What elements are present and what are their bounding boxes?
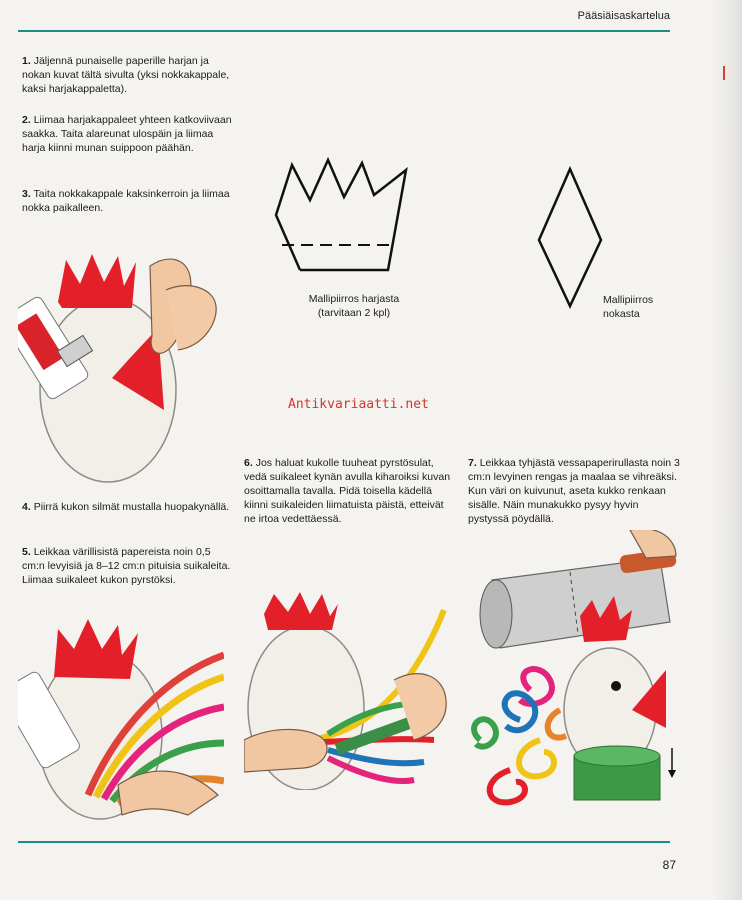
step-3-number: 3. xyxy=(22,188,31,200)
illustration-gluing-comb-and-beak xyxy=(18,250,224,490)
comb-caption-line1: Mallipiirros harjasta xyxy=(308,293,400,305)
step-7-text: Leikkaa tyhjästä vessapaperirullasta noin 3 cm:n levyinen rengas ja maalaa se vihreäksi. Kun väri on kuivunut, aseta kukko renkaan sisälle. Näin munakukko pysyy hyvin pystyssä pöydällä. xyxy=(468,457,680,525)
comb-caption-line2: (tarvitaan 2 kpl) xyxy=(317,307,391,319)
comb-shape xyxy=(58,254,136,308)
step-1-number: 1. xyxy=(22,55,31,67)
illustration-curling-tail xyxy=(244,590,449,790)
step-3-text: Taita nokkakappale kaksinkerroin ja liimaa nokka paikalleen. xyxy=(22,188,230,214)
page-number: 87 xyxy=(662,858,676,872)
step-4 xyxy=(22,500,232,514)
beak-caption-line2: nokasta xyxy=(603,308,640,320)
illustration-finished-rooster xyxy=(470,530,680,820)
paper-roll xyxy=(492,558,670,648)
step-5 xyxy=(22,545,232,587)
comb-template-caption xyxy=(294,292,414,320)
illustration-gluing-tail xyxy=(18,615,224,825)
step-4-text: Piirrä kukon silmät mustalla huopakynällä. xyxy=(33,501,230,513)
step-7-number: 7. xyxy=(468,457,477,469)
watermark-text: Antikvariaatti.net xyxy=(288,397,429,412)
step-2 xyxy=(22,113,232,155)
step-2-text: Liimaa harjakappaleet yhteen katkoviivaan saakka. Taita alareunat ulospäin ja liimaa harja kiinni munan suippoon päähän. xyxy=(22,114,232,154)
arrow-icon xyxy=(668,770,676,778)
comb-template-drawing xyxy=(270,155,410,280)
step-1-text: Jäljennä punaiselle paperille harjan ja nokan kuvat tältä sivulta (yksi nokkakappale, kaksi harjakappaletta). xyxy=(22,55,230,95)
beak-template-drawing xyxy=(535,165,605,310)
step-7 xyxy=(468,456,682,526)
step-6 xyxy=(244,456,458,526)
step-4-number: 4. xyxy=(22,501,31,513)
step-6-number: 6. xyxy=(244,457,253,469)
step-5-number: 5. xyxy=(22,546,31,558)
top-rule xyxy=(18,30,670,32)
rooster-eye xyxy=(611,681,621,691)
beak-template-caption xyxy=(603,293,683,321)
binding-shadow xyxy=(712,0,742,900)
step-1 xyxy=(22,54,232,96)
bottom-rule xyxy=(18,841,670,843)
beak-caption-line1: Mallipiirros xyxy=(603,294,654,306)
step-2-number: 2. xyxy=(22,114,31,126)
step-6-text: Jos haluat kukolle tuuheat pyrstösulat, vedä suikaleet kynän avulla kiharoiksi kuvan osoittamalla tavalla. Pidä toisella kädellä kiinni suikaleiden liimatuista päistä, etteivät ne irtoa vedettäessä. xyxy=(244,457,451,525)
step-3 xyxy=(22,187,232,215)
step-5-text: Leikkaa värillisistä papereista noin 0,5 cm:n levyisiä ja 8–12 cm:n pituisia suikaleita. Liimaa suikaleet kukon pyrstöksi. xyxy=(22,546,231,586)
page-header-title: Pääsiäisaskartelua xyxy=(577,10,670,22)
